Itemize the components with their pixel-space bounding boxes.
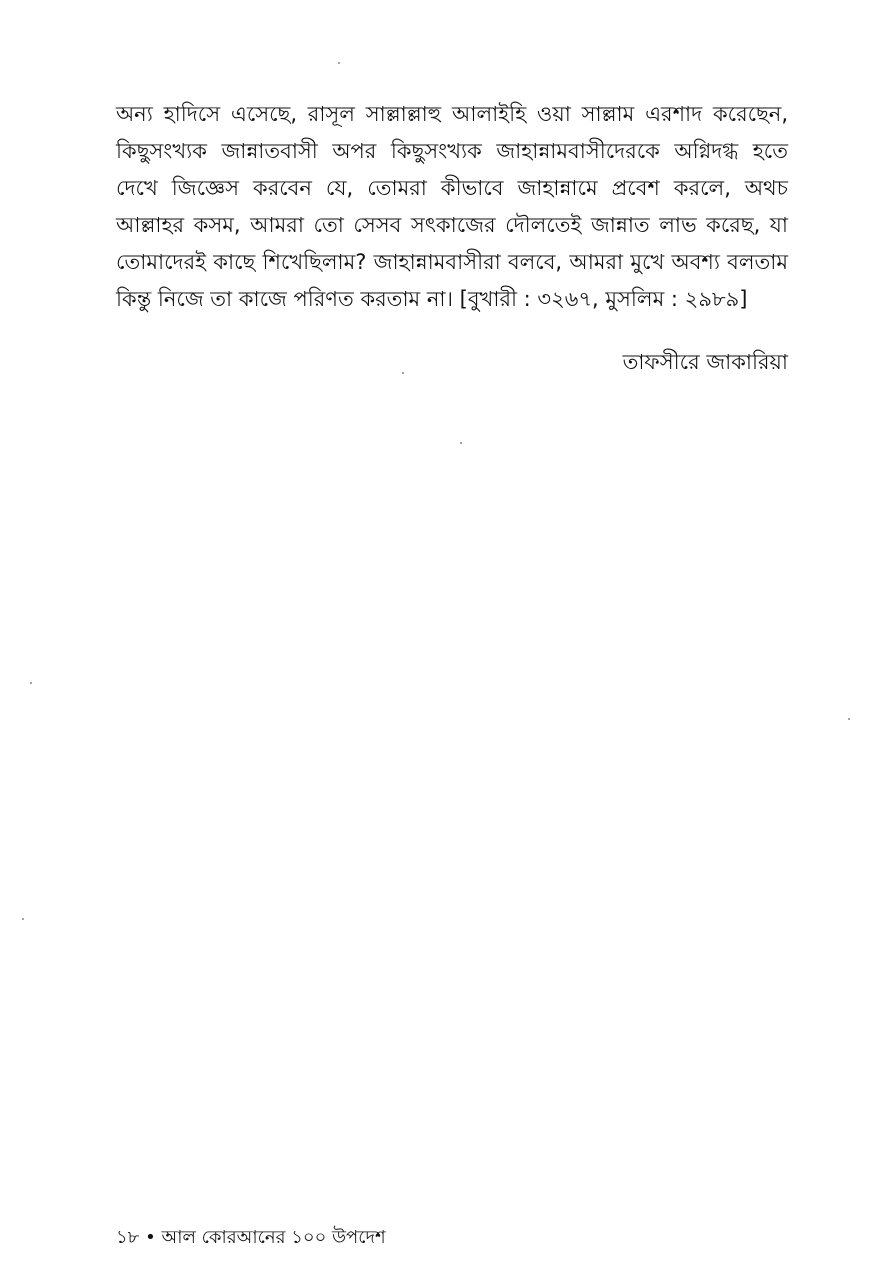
footer-bullet: • [145, 1227, 156, 1248]
scan-speck [22, 918, 24, 920]
hadith-paragraph: অন্য হাদিসে এসেছে, রাসূল সাল্লাল্লাহু আলাইহি ওয়া সাল্লাম এরশাদ করেছেন, কিছুসংখ্যক জান্নাতবাসী অপর কিছুসংখ্যক জাহান্নামবাসীদেরকে অগ্নিদগ্ধ হতে দেখে জিজ্ঞেস করবেন যে, তোমরা কীভাবে জাহান্নামে প্রবেশ করলে, অথচ আল্লাহর কসম, আমরা তো সেসব সৎকাজের দৌলতেই জান্নাত লাভ করেছ, যা তোমাদেরই কাছে শিখেছিলাম? জাহান্নামবাসীরা বলবে, আমরা মুখে অবশ্য বলতাম কিন্তু নিজে তা কাজে পরিণত করতাম না। [বুখারী : ৩২৬৭, মুসলিম : ২৯৮৯] [116, 102, 788, 311]
source-attribution: তাফসীরে জাকারিয়া [622, 350, 788, 374]
scan-speck [402, 372, 404, 374]
book-title: আল কোরআনের ১০০ উপদেশ [161, 1227, 386, 1248]
page-number: ১৮ [116, 1227, 140, 1248]
scan-speck [460, 442, 462, 444]
scan-speck [338, 62, 340, 64]
scan-speck [30, 682, 32, 684]
scan-speck [848, 718, 850, 720]
page-footer [116, 1226, 386, 1250]
